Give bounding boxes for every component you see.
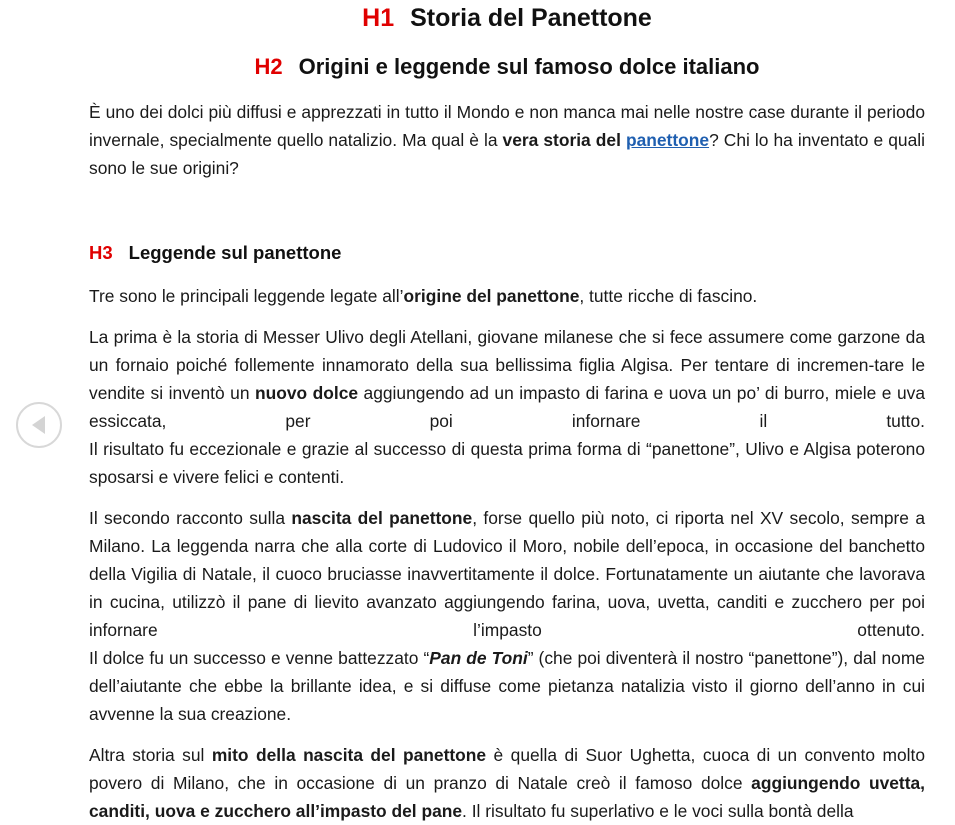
p3-bold-1: nascita del panettone xyxy=(291,508,473,528)
paragraph-3-part-1 xyxy=(89,504,925,644)
paragraph-2-part-2 xyxy=(89,435,925,491)
heading-1-tag: H1 xyxy=(362,4,395,32)
paragraph-4 xyxy=(89,741,925,825)
heading-2-text: Origini e leggende sul famoso dolce italiano xyxy=(298,54,760,79)
p3-text-4: ” (che poi diventerà il nostro “panettone”), dal nome dell’aiutante che ebbe la brillante idea, e si diffuse come pietanza natalizia visto il giorno dell’anno in cui avvenne la sua creazione. xyxy=(89,648,925,724)
p3-text-3: Il dolce fu un successo e venne battezzato “ xyxy=(89,648,430,668)
p2-text-2: aggiungendo ad un impasto di farina e uova un po’ di burro, miele e uva essiccata, per poi infornare il tutto. xyxy=(89,383,925,431)
previous-page-button[interactable] xyxy=(16,402,62,448)
intro-text-1: È uno dei dolci più diffusi e apprezzati in tutto il Mondo e non manca mai nelle nostre case durante il periodo invernale, specialmente quello natalizio. Ma qual è la xyxy=(89,102,925,150)
paragraph-2-part-1 xyxy=(89,323,925,435)
p1-text-1: Tre sono le principali leggende legate all’ xyxy=(89,286,404,306)
p3-text-1: Il secondo racconto sulla xyxy=(89,508,292,528)
panettone-link[interactable]: panettone xyxy=(625,130,710,150)
intro-bold-1: vera storia del xyxy=(502,130,621,150)
heading-3-text: Leggende sul panettone xyxy=(128,242,342,263)
intro-text-2: ? Chi lo ha inventato e quali sono le sue origini? xyxy=(89,130,925,178)
p1-bold-1: origine del panettone xyxy=(403,286,580,306)
arrow-left-icon xyxy=(29,414,49,436)
paragraph-2 xyxy=(89,323,925,491)
heading-1 xyxy=(89,1,925,35)
paragraph-1 xyxy=(89,282,925,310)
p4-text-1: Altra storia sul xyxy=(89,745,212,765)
p3-text-2: , forse quello più noto, ci riporta nel XV secolo, sempre a Milano. La leggenda narra che alla corte di Ludovico il Moro, nobile dell’epoca, in occasione del banchetto della Vigilia di Natale, il cuoco bruciasse inavvertitamente il dolce. Fortunatamente un aiutante che lavorava in cucina, utilizzò il pane di lievito avanzato aggiungendo farina, uova, uvetta, canditi e zucchero per poi infornare l’impasto ottenuto. xyxy=(89,508,926,640)
heading-1-text: Storia del Panettone xyxy=(410,4,652,32)
paragraph-4-text xyxy=(89,741,925,825)
p2-bold-1: nuovo dolce xyxy=(254,383,359,403)
pan-de-toni-text: Pan de Toni xyxy=(429,648,528,668)
paragraph-3-part-2 xyxy=(89,644,925,728)
heading-2-tag: H2 xyxy=(254,54,283,79)
heading-3-tag: H3 xyxy=(89,242,113,263)
p4-text-3: . Il risultato fu superlativo e le voci sulla bontà della xyxy=(462,801,854,821)
heading-3 xyxy=(89,240,925,266)
heading-2 xyxy=(89,52,925,82)
p2-text-1: La prima è la storia di Messer Ulivo degli Atellani, giovane milanese che si fece assumere come garzone da un fornaio poiché follemente innamorato della sua bellissima figlia Algisa. Per tentare di incremen-tare le vendite si inventò un xyxy=(89,327,925,403)
paragraph-3 xyxy=(89,504,925,728)
document-page xyxy=(89,0,926,821)
p4-bold-2: aggiungendo uvetta, canditi, uova e zucchero all’impasto del pane xyxy=(89,773,925,821)
p4-bold-1: mito della nascita del panettone xyxy=(211,745,487,765)
p1-text-2: , tutte ricche di fascino. xyxy=(579,286,758,306)
intro-paragraph xyxy=(89,98,925,182)
p2-text-3: Il risultato fu eccezionale e grazie al successo di questa prima forma di “panettone”, Ulivo e Algisa poterono sposarsi e vivere felici e contenti. xyxy=(89,439,925,487)
p4-text-2: è quella di Suor Ughetta, cuoca di un convento molto povero di Milano, che in occasione di un pranzo di Natale creò il famoso dolce xyxy=(89,745,925,793)
